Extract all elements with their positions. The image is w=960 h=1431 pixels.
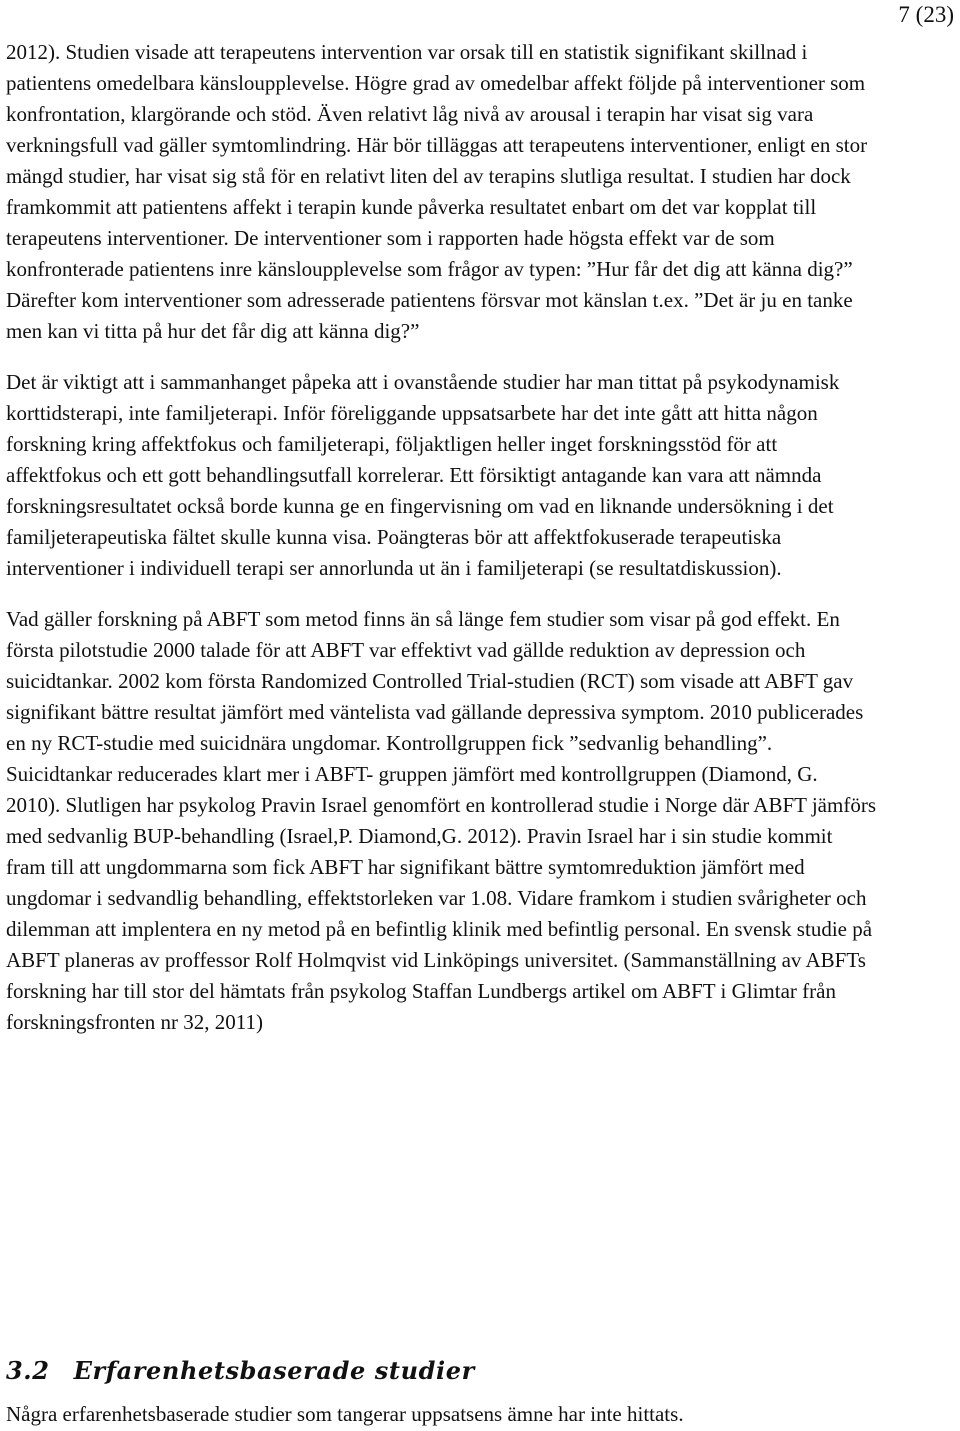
page-number: 7 (23) bbox=[898, 2, 954, 27]
paragraph-1: 2012). Studien visade att terapeutens intervention var orsak till en statistik signifikant skillnad i patientens omedelbara känsloupplevelse. Högre grad av omedelbar affekt följde på interventioner som konfrontation, klargörande och stöd. Även relativt låg nivå av arousal i terapin har visat sig vara verkningsfull vad gäller symtomlindring. Här bör tilläggas att terapeutens interventioner, enligt en stor mängd studier, har visat sig stå för en relativt liten del av terapins slutliga resultat. I studien har dock framkommit att patientens affekt i terapin kunde påverka resultatet enbart om det var kopplat till terapeutens interventioner. De interventioner som i rapporten hade högsta effekt var de som konfronterade patientens inre känsloupplevelse som frågor av typen: ”Hur får det dig att känna dig?” Därefter kom interventioner som adresserade patientens försvar mot känslan t.ex. ”Det är ju en tanke men kan vi titta på hur det får dig att känna dig?” bbox=[6, 40, 868, 343]
section-heading bbox=[6, 1354, 475, 1388]
section-title: Erfarenhetsbaserade studier bbox=[73, 1356, 475, 1385]
paragraph-3: Vad gäller forskning på ABFT som metod finns än så länge fem studier som visar på god effekt. En första pilotstudie 2000 talade för att ABFT var effektivt vad gällde reduktion av depression och suicidtankar. 2002 kom första Randomized Controlled Trial-studien (RCT) som visade att ABFT gav signifikant bättre resultat jämfört med väntelista vad gällande depressiva symptom. 2010 publicerades en ny RCT-studie med suicidnära ungdomar. Kontrollgruppen fick ”sedvanlig behandling”. Suicidtankar reducerades klart mer i ABFT- gruppen jämfört med kontrollgruppen (Diamond, G. 2010). Slutligen har psykolog Pravin Israel genomfört en kontrollerad studie i Norge där ABFT jämförs med sedvanlig BUP-behandling (Israel,P. Diamond,G. 2012). Pravin Israel har i sin studie kommit fram till att ungdommarna som fick ABFT har signifikant bättre symtomreduktion jämfört med ungdomar i sedvandlig behandling, effektstorleken var 1.08. Vidare framkom i studien svårigheter och dilemman att implentera en ny metod på en befintlig klinik med befintlig personal. En svensk studie på ABFT planeras av proffessor Rolf Holmqvist vid Linköpings universitet. (Sammanställning av ABFTs forskning har till stor del hämtats från psykolog Staffan Lundbergs artikel om ABFT i Glimtar från forskningsfronten nr 32, 2011) bbox=[6, 607, 876, 1034]
section-paragraph: Några erfarenhetsbaserade studier som tangerar uppsatsens ämne har inte hittats. bbox=[6, 1402, 684, 1426]
section-number: 3.2 bbox=[6, 1356, 50, 1385]
paragraph-2: Det är viktigt att i sammanhanget påpeka att i ovanstående studier har man tittat på psykodynamisk korttidsterapi, inte familjeterapi. Inför föreliggande uppsatsarbete har det inte gått att hitta någon forskning kring affektfokus och familjeterapi, följaktligen heller inget forskningsstöd för att affektfokus och ett gott behandlingsutfall korrelerar. Ett försiktigt antagande kan vara att nämnda forskningsresultatet också borde kunna ge en fingervisning om vad en liknande undersökning i det familjeterapeutiska fältet skulle kunna visa. Poängteras bör att affektfokuserade terapeutiska interventioner i individuell terapi ser annorlunda ut än i familjeterapi (se resultatdiskussion). bbox=[6, 370, 840, 580]
body-text bbox=[6, 37, 876, 1038]
